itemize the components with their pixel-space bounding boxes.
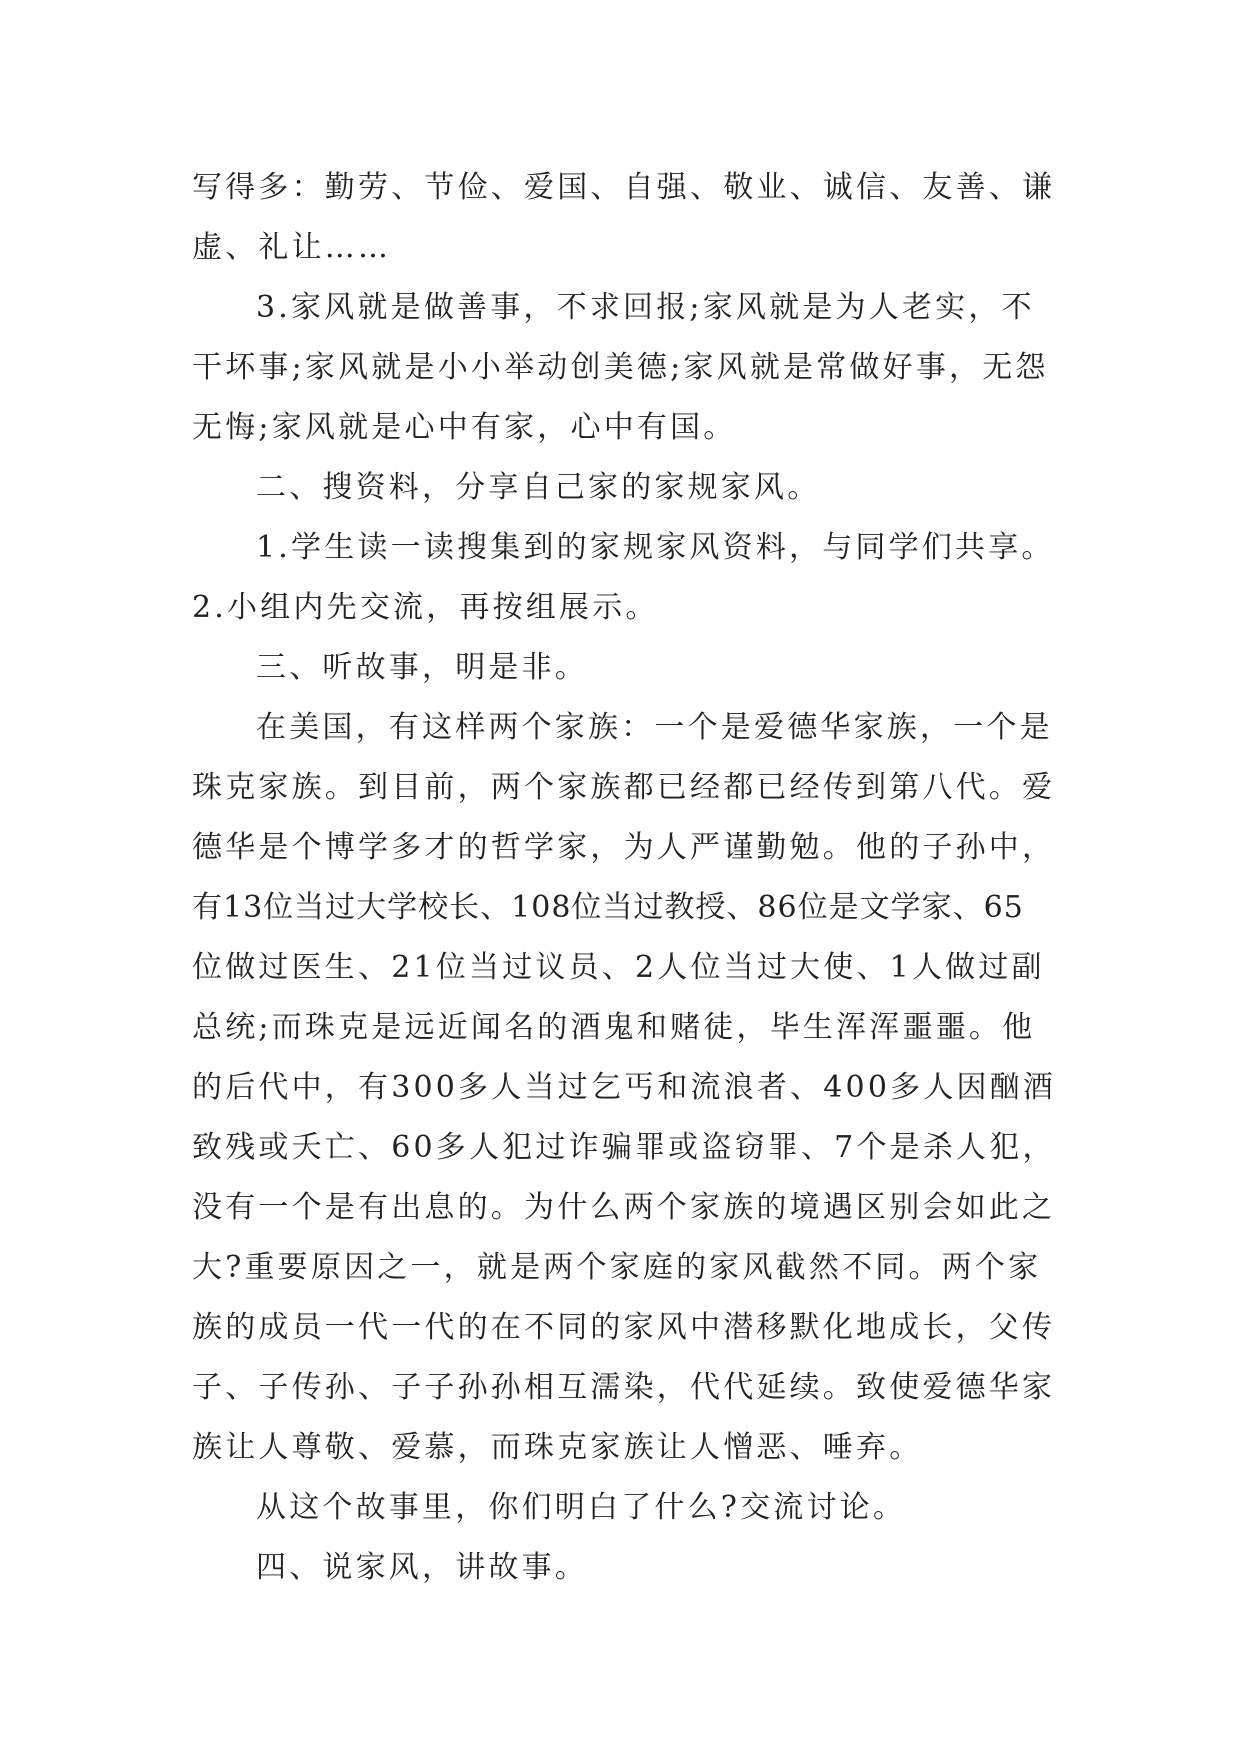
text-line: 无悔;家风就是心中有家，心中有国。: [192, 410, 737, 445]
text-line: 没有一个是有出息的。为什么两个家族的境遇区别会如此之: [192, 1190, 1056, 1225]
section-heading: 三、听故事，明是非。: [256, 650, 588, 685]
text-line: 从这个故事里，你们明白了什么?交流讨论。: [256, 1490, 907, 1525]
text-line: 有13位当过大学校长、108位当过教授、86位是文学家、65: [192, 890, 1024, 925]
section-heading: 二、搜资料，分享自己家的家规家风。: [256, 470, 821, 505]
text-line: 的后代中，有300多人当过乞丐和流浪者、400多人因酗酒: [192, 1070, 1057, 1105]
text-line: 珠克家族。到目前，两个家族都已经都已经传到第八代。爱: [192, 770, 1056, 805]
text-line: 2.小组内先交流，再按组展示。: [192, 590, 659, 625]
text-line: 大?重要原因之一，就是两个家庭的家风截然不同。两个家: [192, 1250, 1042, 1285]
text-line: 族的成员一代一代的在不同的家风中潜移默化地成长，父传: [192, 1310, 1056, 1345]
text-line: 写得多：勤劳、节俭、爱国、自强、敬业、诚信、友善、谦: [192, 170, 1056, 205]
text-line: 德华是个博学多才的哲学家，为人严谨勤勉。他的子孙中，: [192, 830, 1056, 865]
text-line: 子、子传孙、子子孙孙相互濡染，代代延续。致使爱德华家: [192, 1370, 1056, 1405]
text-line: 位做过医生、21位当过议员、2人位当过大使、1人做过副: [192, 950, 1045, 985]
text-line: 干坏事;家风就是小小举动创美德;家风就是常做好事，无怨: [192, 350, 1049, 385]
text-line: 1.学生读一读搜集到的家规家风资料，与同学们共享。: [256, 530, 1055, 565]
section-heading: 四、说家风，讲故事。: [256, 1550, 588, 1585]
text-line: 致残或夭亡、60多人犯过诈骗罪或盗窃罪、7个是杀人犯，: [192, 1130, 1056, 1165]
document-page: [192, 158, 1062, 1598]
text-line: 虚、礼让……: [192, 230, 392, 265]
text-line: 在美国，有这样两个家族：一个是爱德华家族，一个是: [256, 710, 1053, 745]
text-line: 3.家风就是做善事，不求回报;家风就是为人老实，不: [256, 290, 1035, 325]
text-line: 总统;而珠克是远近闻名的酒鬼和赌徒，毕生浑浑噩噩。他: [192, 1010, 1036, 1045]
text-line: 族让人尊敬、爱慕，而珠克家族让人憎恶、唾弃。: [192, 1430, 923, 1465]
